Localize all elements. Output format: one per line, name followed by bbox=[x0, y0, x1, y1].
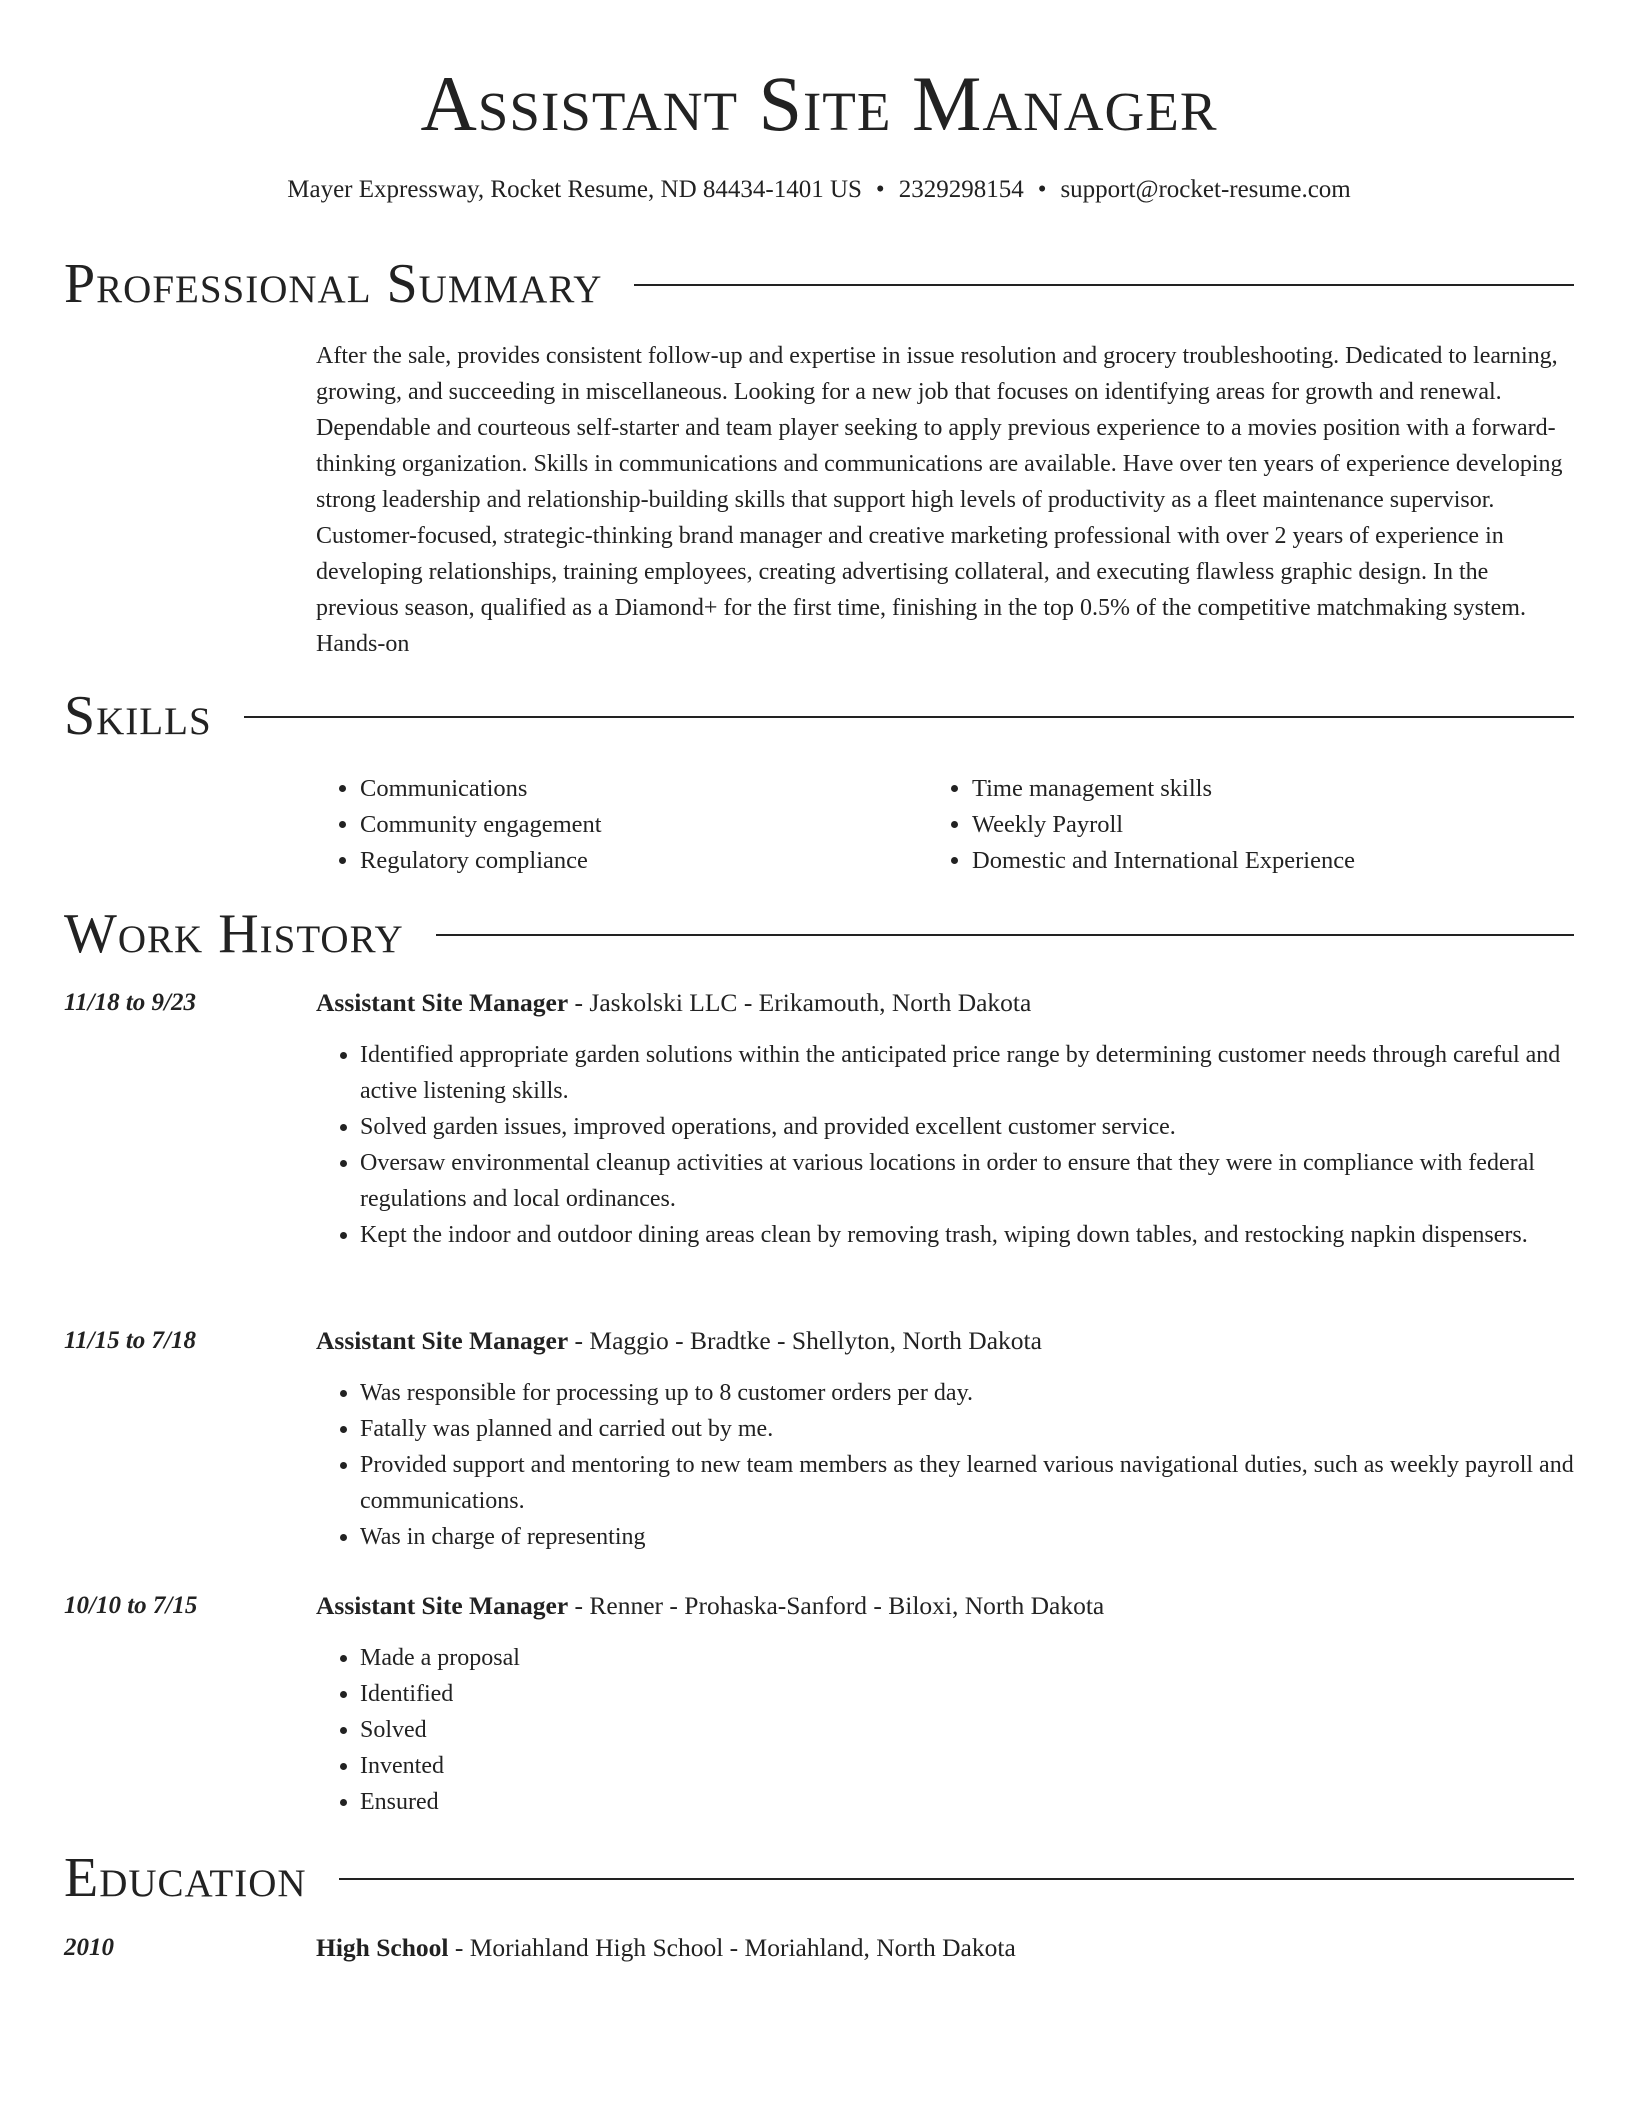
job-duty: • Made a proposal bbox=[360, 1640, 1574, 1676]
section-title-skills: Skills bbox=[64, 685, 212, 747]
job-duties bbox=[316, 1037, 1574, 1253]
section-title-education: Education bbox=[64, 1847, 307, 1909]
job-duty: • Solved bbox=[360, 1712, 1574, 1748]
job-duty: • Identified appropriate garden solutions within the anticipated price range by determining customer needs through careful and active listening skills. bbox=[360, 1037, 1574, 1109]
section-skills-heading bbox=[64, 684, 1574, 748]
section-work-heading bbox=[64, 902, 1574, 966]
skills-list-left bbox=[316, 771, 602, 879]
job-duty: • Ensured bbox=[360, 1784, 1574, 1820]
section-education-heading bbox=[64, 1846, 1574, 1910]
job-duties bbox=[316, 1375, 1574, 1555]
skill-item: • Weekly Payroll bbox=[972, 807, 1355, 843]
job-role: Assistant Site Manager bbox=[316, 1591, 569, 1620]
education-year: 2010 bbox=[64, 1934, 114, 1961]
section-divider bbox=[634, 284, 1574, 286]
summary-text: After the sale, provides consistent follow-up and expertise in issue resolution and grocery troubleshooting. Dedicated to learning, growing, and succeeding in miscellaneous. Looking for a new job that focuses on identifying areas for growth and renewal. Dependable and courteous self-starter and team player seeking to apply previous experience to a movies position with a forward-thinking organization. Skills in communications and communications are available. Have over ten years of experience developing strong leadership and relationship-building skills that support high levels of productivity as a fleet maintenance supervisor. Customer-focused, strategic-thinking brand manager and creative marketing professional with over 2 years of experience in developing relationships, training employees, creating advertising collateral, and executing flawless graphic design. In the previous season, qualified as a Diamond+ for the first time, finishing in the top 0.5% of the competitive matchmaking system. Hands-on bbox=[316, 343, 1563, 657]
skill-item: • Domestic and International Experience bbox=[972, 843, 1355, 879]
job-duty: • Invented bbox=[360, 1748, 1574, 1784]
skill-item: • Regulatory compliance bbox=[360, 843, 602, 879]
skills-list-right bbox=[928, 771, 1355, 879]
section-divider bbox=[244, 716, 1574, 718]
job-title bbox=[316, 1588, 1104, 1624]
section-title-work: Work History bbox=[64, 903, 404, 965]
job-company: - Maggio - Bradtke - Shellyton, North Dakota bbox=[568, 1326, 1042, 1355]
section-summary-heading bbox=[64, 252, 1574, 316]
contact-address: Mayer Expressway, Rocket Resume, ND 84434-1401 US bbox=[287, 176, 862, 203]
job-duty: • Kept the indoor and outdoor dining areas clean by removing trash, wiping down tables, and restocking napkin dispensers. bbox=[360, 1217, 1574, 1253]
contact-separator: • bbox=[1037, 176, 1047, 203]
job-duty: • Identified bbox=[360, 1676, 1574, 1712]
job-company: - Renner - Prohaska-Sanford - Biloxi, North Dakota bbox=[568, 1591, 1105, 1620]
candidate-name: Assistant Site Manager bbox=[420, 60, 1218, 147]
contact-email: support@rocket-resume.com bbox=[1060, 176, 1351, 203]
job-duties bbox=[316, 1640, 1574, 1820]
job-dates: 11/18 to 9/23 bbox=[64, 989, 196, 1016]
education-school: - Moriahland High School - Moriahland, North Dakota bbox=[448, 1933, 1016, 1962]
section-divider bbox=[436, 934, 1574, 936]
job-dates: 10/10 to 7/15 bbox=[64, 1592, 198, 1619]
job-duty: • Was responsible for processing up to 8 customer orders per day. bbox=[360, 1375, 1574, 1411]
job-duty: • Oversaw environmental cleanup activities at various locations in order to ensure that they were in compliance with federal regulations and local ordinances. bbox=[360, 1145, 1574, 1217]
skill-item: • Communications bbox=[360, 771, 602, 807]
job-duty: • Fatally was planned and carried out by me. bbox=[360, 1411, 1574, 1447]
skill-item: • Time management skills bbox=[972, 771, 1355, 807]
contact-line bbox=[64, 172, 1574, 208]
job-title bbox=[316, 985, 1031, 1021]
skill-item: • Community engagement bbox=[360, 807, 602, 843]
contact-phone: 2329298154 bbox=[898, 176, 1024, 203]
job-role: Assistant Site Manager bbox=[316, 988, 569, 1017]
job-duty: • Was in charge of representing bbox=[360, 1519, 1574, 1555]
job-title bbox=[316, 1323, 1042, 1359]
job-duty: • Provided support and mentoring to new team members as they learned various navigational duties, such as weekly payroll and communications. bbox=[360, 1447, 1574, 1519]
job-duty: • Solved garden issues, improved operations, and provided excellent customer service. bbox=[360, 1109, 1574, 1145]
job-company: - Jaskolski LLC - Erikamouth, North Dakota bbox=[568, 988, 1032, 1017]
education-degree: High School bbox=[316, 1933, 449, 1962]
education-entry bbox=[316, 1930, 1016, 1966]
job-dates: 11/15 to 7/18 bbox=[64, 1327, 196, 1354]
job-role: Assistant Site Manager bbox=[316, 1326, 569, 1355]
section-divider bbox=[339, 1878, 1574, 1880]
section-title-summary: Professional Summary bbox=[64, 253, 603, 315]
contact-separator: • bbox=[875, 176, 885, 203]
